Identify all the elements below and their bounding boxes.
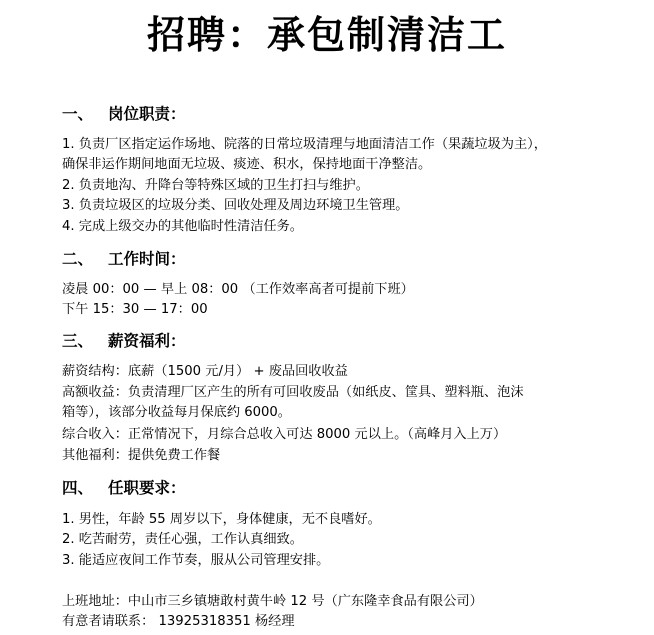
- section-number: 二、: [62, 250, 94, 268]
- section-title: 岗位职责：: [108, 105, 186, 123]
- requirement-line: 1. 男性，年龄 55 周岁以下，身体健康，无不良嗜好。: [62, 512, 381, 527]
- work-address: 上班地址：中山市三乡镇塘敢村黄牛岭 12 号（广东隆幸食品有限公司）: [62, 594, 483, 609]
- hours-line: 凌晨 00：00 — 早上 08：00 （工作效率高者可提前下班）: [62, 282, 414, 297]
- duty-line: 2. 负责地沟、升降台等特殊区域的卫生打扫与维护。: [62, 178, 369, 193]
- section-number: 三、: [62, 332, 94, 350]
- section-heading-salary: [62, 330, 186, 352]
- section-title: 任职要求：: [108, 479, 186, 497]
- section-number: 四、: [62, 479, 94, 497]
- section-heading-hours: [62, 248, 186, 270]
- duty-line: 确保非运作期间地面无垃圾、痰迹、积水，保持地面干净整洁。: [62, 157, 432, 172]
- salary-line: 高额收益：负责清理厂区产生的所有可回收废品（如纸皮、筐具、塑料瓶、泡沫: [62, 385, 524, 400]
- salary-line: 箱等），该部分收益每月保底约 6000。: [62, 405, 291, 420]
- salary-line: 其他福利：提供免费工作餐: [62, 448, 221, 463]
- contact-info: 有意者请联系： 13925318351 杨经理: [62, 614, 295, 629]
- section-heading-requirements: [62, 477, 186, 499]
- requirement-line: 2. 吃苦耐劳，责任心强，工作认真细致。: [62, 532, 303, 547]
- section-title: 薪资福利：: [108, 332, 186, 350]
- duty-line: 4. 完成上级交办的其他临时性清洁任务。: [62, 219, 303, 234]
- duty-line: 3. 负责垃圾区的垃圾分类、回收处理及周边环境卫生管理。: [62, 198, 409, 213]
- duty-line: 1. 负责厂区指定运作场地、院落的日常垃圾清理与地面清洁工作（果蔬垃圾为主），: [62, 137, 547, 152]
- page-title: 招聘：承包制清洁工: [146, 13, 507, 57]
- section-title: 工作时间：: [108, 250, 186, 268]
- hours-line: 下午 15：30 — 17：00: [62, 302, 208, 317]
- salary-line: 综合收入：正常情况下，月综合总收入可达 8000 元以上。（高峰月入上万）: [62, 427, 507, 442]
- salary-line: 薪资结构：底薪（1500 元/月） + 废品回收收益: [62, 364, 348, 379]
- section-heading-duties: [62, 103, 186, 125]
- section-number: 一、: [62, 105, 94, 123]
- requirement-line: 3. 能适应夜间工作节奏，服从公司管理安排。: [62, 553, 330, 568]
